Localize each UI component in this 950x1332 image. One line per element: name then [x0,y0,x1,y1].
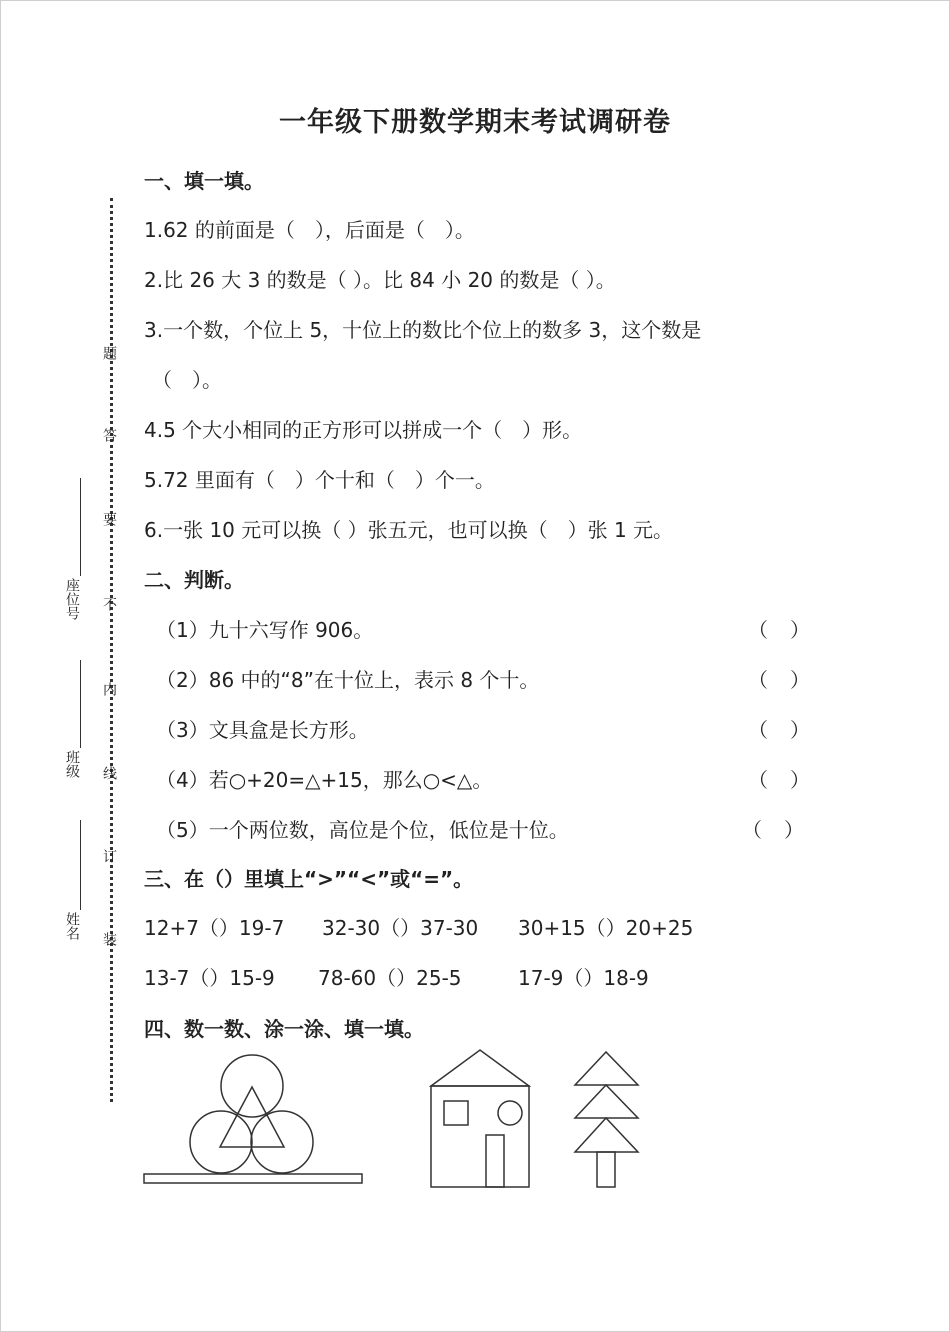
question: 4.5 个大小相同的正方形可以拼成一个（ ）形。 [144,418,583,442]
section-1-heading: 一、填一填。 [144,169,264,193]
binding-char: 订 [101,849,117,863]
seat-number-blank [80,478,81,576]
window-square [444,1101,468,1125]
tree-triangle [575,1118,638,1152]
binding-char: 要 [101,512,117,526]
comparison-item: 30+15（）20+25 [518,916,694,940]
base-plank [144,1174,362,1183]
tree-figure [575,1052,638,1187]
binding-char: 内 [101,682,117,696]
judgment-item: （3）文具盒是长方形。 [156,718,369,742]
answer-paren: （） [748,668,832,692]
door-rect [486,1135,504,1187]
answer-paren: （） [742,818,826,842]
question: 2.比 26 大 3 的数是（ ）。比 84 小 20 的数是（ ）。 [144,268,616,292]
circle-shape [190,1111,252,1173]
binding-char: 答 [101,428,117,442]
binding-char: 不 [101,597,117,611]
comparison-item: 13-7（）15-9 [144,966,275,990]
comparison-item: 17-9（）18-9 [518,966,649,990]
question: 5.72 里面有（ ）个十和（ ）个一。 [144,468,495,492]
binding-char: 装 [101,932,117,946]
question: 1.62 的前面是（ ），后面是（ ）。 [144,218,475,242]
answer-paren: （） [748,618,832,642]
window-circle [498,1101,522,1125]
class-label: 班级 [64,750,80,778]
page-title: 一年级下册数学期末考试调研卷 [279,107,671,138]
judgment-item: （5）一个两位数，高位是个位，低位是十位。 [156,818,569,842]
judgment-item: （4）若○+20=△+15，那么○<△。 [156,768,493,792]
name-blank [80,820,81,910]
binding-dotted-line [110,198,113,1102]
tree-trunk-rect [597,1152,615,1187]
question: （ ）。 [152,368,222,392]
section-4-heading: 四、数一数、涂一涂、填一填。 [144,1017,424,1041]
question: 3.一个数，个位上 5，十位上的数比个位上的数多 3，这个数是 [144,318,702,342]
circles-figure [144,1055,362,1183]
house-figure [431,1050,529,1187]
roof-triangle [431,1050,529,1086]
binding-char: 题 [101,346,117,360]
binding-char: 线 [101,766,117,780]
comparison-item: 78-60（）25-5 [318,966,462,990]
name-label: 姓名 [64,912,80,940]
section-3-heading: 三、在（）里填上“>”“<”或“=”。 [144,867,474,891]
comparison-item: 32-30（）37-30 [322,916,479,940]
answer-paren: （） [748,718,832,742]
comparison-item: 12+7（）19-7 [144,916,285,940]
answer-paren: （） [748,768,832,792]
tree-triangle [575,1085,638,1118]
class-blank [80,660,81,748]
tree-triangle [575,1052,638,1085]
section-2-heading: 二、判断。 [144,568,244,592]
question: 6.一张 10 元可以换（ ）张五元，也可以换（ ）张 1 元。 [144,518,674,542]
figures [130,1035,670,1195]
judgment-item: （1）九十六写作 906。 [156,618,374,642]
judgment-item: （2）86 中的“8”在十位上，表示 8 个十。 [156,668,540,692]
seat-number-label: 座位号 [64,578,80,620]
